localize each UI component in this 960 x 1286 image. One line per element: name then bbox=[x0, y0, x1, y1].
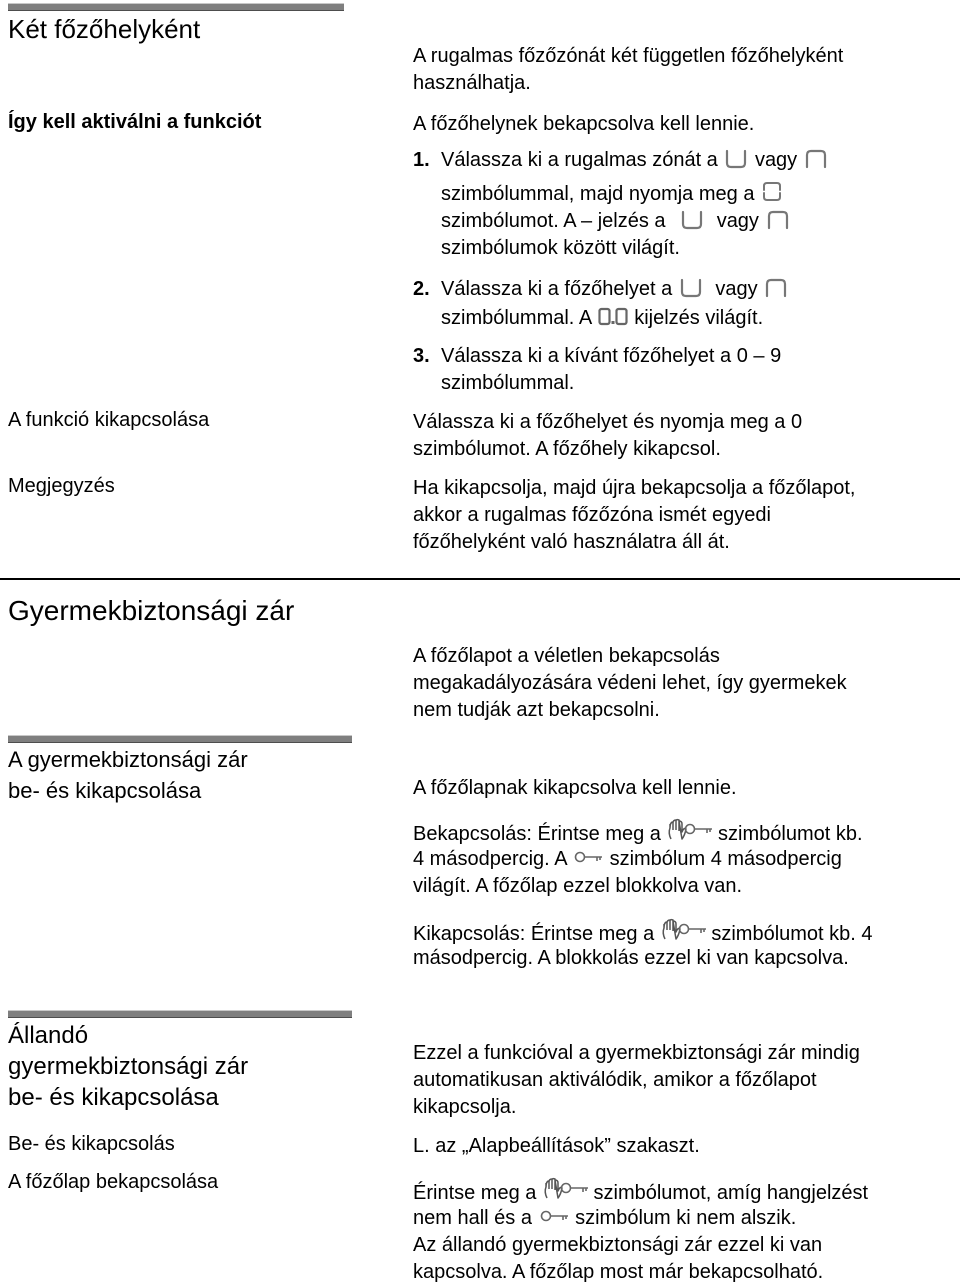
permanent-touch-line-2: nem hall és a szimbólum ki nem alszik. bbox=[413, 1207, 797, 1229]
subsection-title-line-1: A gyermekbiztonsági zár bbox=[8, 747, 248, 772]
permanent-title-line-1: Állandó bbox=[8, 1022, 89, 1049]
step-2-line-1: Válassza ki a főzőhelyet a vagy bbox=[441, 276, 789, 303]
permanent-touch-line-3: Az állandó gyermekbiztonsági zár ezzel ki van bbox=[413, 1234, 823, 1256]
function-off-line-2: szimbólumot. A főzőhely kikapcsol. bbox=[413, 438, 721, 460]
key-icon bbox=[572, 849, 604, 865]
prereq-text: A főzőhelynek bekapcsolva kell lennie. bbox=[413, 113, 755, 135]
step-3-number: 3. bbox=[413, 345, 430, 367]
permanent-intro-line-2: automatikusan aktiválódik, amikor a főzőlapot bbox=[413, 1069, 817, 1091]
childlock-prereq: A főzőlapnak kikapcsolva kell lennie. bbox=[413, 777, 737, 799]
step-3-line-1: Válassza ki a kívánt főzőhelyet a 0 – 9 bbox=[441, 345, 782, 367]
section-divider-permanent bbox=[8, 1010, 352, 1018]
childlock-on-line-3: világít. A főzőlap ezzel blokkolva van. bbox=[413, 875, 743, 897]
step-1-line-4: szimbólumok között világít. bbox=[441, 237, 680, 259]
function-off-label: A funkció kikapcsolása bbox=[8, 409, 210, 431]
step-1-line-1: Válassza ki a rugalmas zónát a vagy bbox=[441, 147, 829, 174]
hand-key-icon bbox=[542, 1177, 588, 1201]
step-1-line-2: szimbólummal, majd nyomja meg a bbox=[441, 181, 784, 208]
key-icon bbox=[538, 1208, 570, 1224]
permanent-title-line-2: gyermekbiztonsági zár bbox=[8, 1053, 249, 1080]
see-basic-settings: L. az „Alapbeállítások” szakaszt. bbox=[413, 1135, 700, 1157]
note-line-3: főzőhelyként való használatra áll át. bbox=[413, 531, 730, 553]
zone-top-icon bbox=[765, 210, 791, 230]
section-title-gyermekbiztonsagi-zar: Gyermekbiztonsági zár bbox=[8, 595, 295, 626]
hand-key-icon bbox=[660, 918, 706, 942]
hand-key-icon bbox=[666, 818, 712, 842]
intro-line-2: használhatja. bbox=[413, 72, 531, 94]
childlock-off-line-1: Kikapcsolás: Érintse meg a szimbólumot kb. 4 bbox=[413, 918, 873, 948]
subsection-divider bbox=[8, 735, 352, 743]
permanent-touch-line-1: Érintse meg a szimbólumot, amíg hangjelzést bbox=[413, 1177, 868, 1207]
childlock-intro-line-3: nem tudják azt bekapcsolni. bbox=[413, 699, 660, 721]
childlock-on-line-2: 4 másodpercig. A szimbólum 4 másodpercig bbox=[413, 848, 842, 870]
step-1-line-3: szimbólumot. A – jelzés a vagy bbox=[441, 208, 791, 235]
zone-top-icon bbox=[803, 149, 829, 169]
childlock-off-line-2: másodpercig. A blokkolás ezzel ki van kapcsolva. bbox=[413, 947, 849, 969]
note-line-2: akkor a rugalmas főzőzóna ismét egyedi bbox=[413, 504, 771, 526]
activate-label: Így kell aktiválni a funkciót bbox=[8, 111, 262, 133]
permanent-touch-line-4: kapcsolva. A főzőlap most már bekapcsolható. bbox=[413, 1261, 824, 1283]
step-3-line-2: szimbólummal. bbox=[441, 372, 575, 394]
permanent-intro-line-3: kikapcsolja. bbox=[413, 1096, 517, 1118]
section-divider-top bbox=[8, 3, 344, 11]
onoff-label: Be- és kikapcsolás bbox=[8, 1133, 175, 1155]
step-2-line-2: szimbólummal. A kijelzés világít. bbox=[441, 307, 764, 329]
cooktop-on-label: A főzőlap bekapcsolása bbox=[8, 1171, 219, 1193]
childlock-intro-line-1: A főzőlapot a véletlen bekapcsolás bbox=[413, 645, 720, 667]
note-line-1: Ha kikapcsolja, majd újra bekapcsolja a főzőlapot, bbox=[413, 477, 856, 499]
subsection-title-line-2: be- és kikapcsolása bbox=[8, 778, 202, 803]
childlock-intro-line-2: megakadályozására védeni lehet, így gyermekek bbox=[413, 672, 847, 694]
intro-line-1: A rugalmas főzőzónát két független főzőhelyként bbox=[413, 45, 844, 67]
section-divider-full bbox=[0, 578, 960, 580]
zone-bottom-icon bbox=[678, 278, 704, 298]
zone-top-icon bbox=[763, 278, 789, 298]
zone-bottom-icon bbox=[723, 149, 749, 169]
display-00-icon bbox=[597, 306, 629, 327]
flex-zone-icon bbox=[760, 181, 784, 203]
note-label: Megjegyzés bbox=[8, 475, 115, 497]
section-title-ket-fozohelykent: Két főzőhelyként bbox=[8, 14, 201, 44]
step-1-number: 1. bbox=[413, 149, 430, 171]
permanent-title-line-3: be- és kikapcsolása bbox=[8, 1084, 219, 1111]
childlock-on-line-1: Bekapcsolás: Érintse meg a szimbólumot kb. bbox=[413, 818, 863, 848]
zone-bottom-icon bbox=[679, 210, 705, 230]
permanent-intro-line-1: Ezzel a funkcióval a gyermekbiztonsági zár mindig bbox=[413, 1042, 860, 1064]
function-off-line-1: Válassza ki a főzőhelyet és nyomja meg a 0 bbox=[413, 411, 803, 433]
step-2-number: 2. bbox=[413, 278, 430, 300]
